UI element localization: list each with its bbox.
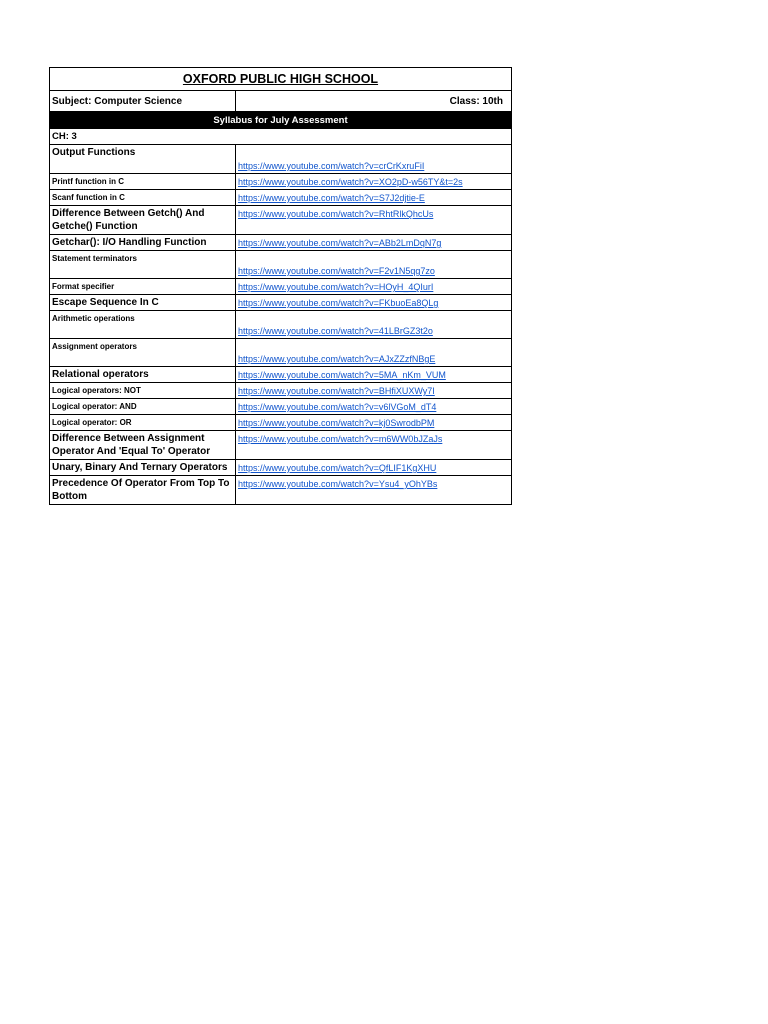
video-link[interactable]: https://www.youtube.com/watch?v=ABb2LmDqN7g bbox=[238, 238, 442, 248]
video-link-cell bbox=[236, 174, 512, 190]
subject-label: Subject: Computer Science bbox=[50, 91, 236, 112]
table-row bbox=[50, 190, 512, 206]
video-link[interactable]: https://www.youtube.com/watch?v=FKbuoEa8QLg bbox=[238, 298, 439, 308]
banner-row bbox=[50, 112, 512, 129]
table-row bbox=[50, 206, 512, 235]
video-link-cell bbox=[236, 206, 512, 235]
topic-cell: Assignment operators bbox=[50, 339, 236, 367]
video-link[interactable]: https://www.youtube.com/watch?v=5MA_nKm_VUM bbox=[238, 370, 446, 380]
topic-cell: Precedence Of Operator From Top To Bottom bbox=[50, 476, 236, 505]
video-link[interactable]: https://www.youtube.com/watch?v=F2v1N5qg7zo bbox=[238, 266, 435, 276]
video-link-cell bbox=[236, 399, 512, 415]
video-link-cell bbox=[236, 235, 512, 251]
topic-cell: Logical operator: AND bbox=[50, 399, 236, 415]
table-row bbox=[50, 145, 512, 174]
video-link[interactable]: https://www.youtube.com/watch?v=HOyH_4QIurI bbox=[238, 282, 434, 292]
video-link-cell bbox=[236, 295, 512, 311]
school-name: OXFORD PUBLIC HIGH SCHOOL bbox=[50, 68, 512, 91]
topic-cell: Output Functions bbox=[50, 145, 236, 174]
table-row bbox=[50, 279, 512, 295]
topic-cell: Logical operators: NOT bbox=[50, 383, 236, 399]
video-link-cell bbox=[236, 311, 512, 339]
table-row bbox=[50, 383, 512, 399]
video-link[interactable]: https://www.youtube.com/watch?v=BHfiXUXWy7I bbox=[238, 386, 435, 396]
syllabus-table bbox=[49, 67, 512, 505]
video-link-cell bbox=[236, 460, 512, 476]
video-link[interactable]: https://www.youtube.com/watch?v=QfLIF1KgXHU bbox=[238, 463, 437, 473]
video-link-cell bbox=[236, 415, 512, 431]
table-row bbox=[50, 460, 512, 476]
topic-cell: Unary, Binary And Ternary Operators bbox=[50, 460, 236, 476]
video-link[interactable]: https://www.youtube.com/watch?v=XO2pD-w56TY&t=2s bbox=[238, 177, 463, 187]
video-link-cell bbox=[236, 279, 512, 295]
topic-cell: Escape Sequence In C bbox=[50, 295, 236, 311]
video-link-cell bbox=[236, 367, 512, 383]
assessment-banner: Syllabus for July Assessment bbox=[50, 112, 512, 129]
video-link-cell bbox=[236, 383, 512, 399]
video-link-cell bbox=[236, 190, 512, 206]
topic-cell: Logical operator: OR bbox=[50, 415, 236, 431]
topic-cell: Scanf function in C bbox=[50, 190, 236, 206]
video-link-cell bbox=[236, 431, 512, 460]
table-row bbox=[50, 399, 512, 415]
table-row bbox=[50, 311, 512, 339]
topic-cell: Printf function in C bbox=[50, 174, 236, 190]
topic-cell: Difference Between Getch() And Getche() Function bbox=[50, 206, 236, 235]
table-row bbox=[50, 415, 512, 431]
topic-cell: Relational operators bbox=[50, 367, 236, 383]
title-row bbox=[50, 68, 512, 91]
topic-cell: Arithmetic operations bbox=[50, 311, 236, 339]
video-link[interactable]: https://www.youtube.com/watch?v=m6WW0bJZaJs bbox=[238, 434, 443, 444]
chapter-label: CH: 3 bbox=[50, 129, 236, 145]
video-link-cell bbox=[236, 251, 512, 279]
video-link-cell bbox=[236, 145, 512, 174]
table-row bbox=[50, 431, 512, 460]
video-link[interactable]: https://www.youtube.com/watch?v=Ysu4_yOhYBs bbox=[238, 479, 438, 489]
meta-row bbox=[50, 91, 512, 112]
video-link[interactable]: https://www.youtube.com/watch?v=v6lVGoM_dT4 bbox=[238, 402, 437, 412]
video-link[interactable]: https://www.youtube.com/watch?v=kj0SwrodbPM bbox=[238, 418, 435, 428]
video-link[interactable]: https://www.youtube.com/watch?v=41LBrGZ3t2o bbox=[238, 326, 433, 336]
topic-cell: Format specifier bbox=[50, 279, 236, 295]
video-link[interactable]: https://www.youtube.com/watch?v=crCrKxruFiI bbox=[238, 161, 425, 171]
class-label: Class: 10th bbox=[236, 91, 512, 112]
table-row bbox=[50, 476, 512, 505]
table-row bbox=[50, 367, 512, 383]
topic-cell: Difference Between Assignment Operator And 'Equal To' Operator bbox=[50, 431, 236, 460]
chapter-empty-cell bbox=[236, 129, 512, 145]
table-row bbox=[50, 235, 512, 251]
video-link[interactable]: https://www.youtube.com/watch?v=S7J2djtie-E bbox=[238, 193, 425, 203]
table-row bbox=[50, 339, 512, 367]
table-row bbox=[50, 174, 512, 190]
topic-cell: Statement terminators bbox=[50, 251, 236, 279]
chapter-row bbox=[50, 129, 512, 145]
video-link[interactable]: https://www.youtube.com/watch?v=RhtRlkQhcUs bbox=[238, 209, 434, 219]
topic-cell: Getchar(): I/O Handling Function bbox=[50, 235, 236, 251]
video-link-cell bbox=[236, 339, 512, 367]
video-link[interactable]: https://www.youtube.com/watch?v=AJxZZzfNBgE bbox=[238, 354, 436, 364]
table-row bbox=[50, 295, 512, 311]
video-link-cell bbox=[236, 476, 512, 505]
table-row bbox=[50, 251, 512, 279]
